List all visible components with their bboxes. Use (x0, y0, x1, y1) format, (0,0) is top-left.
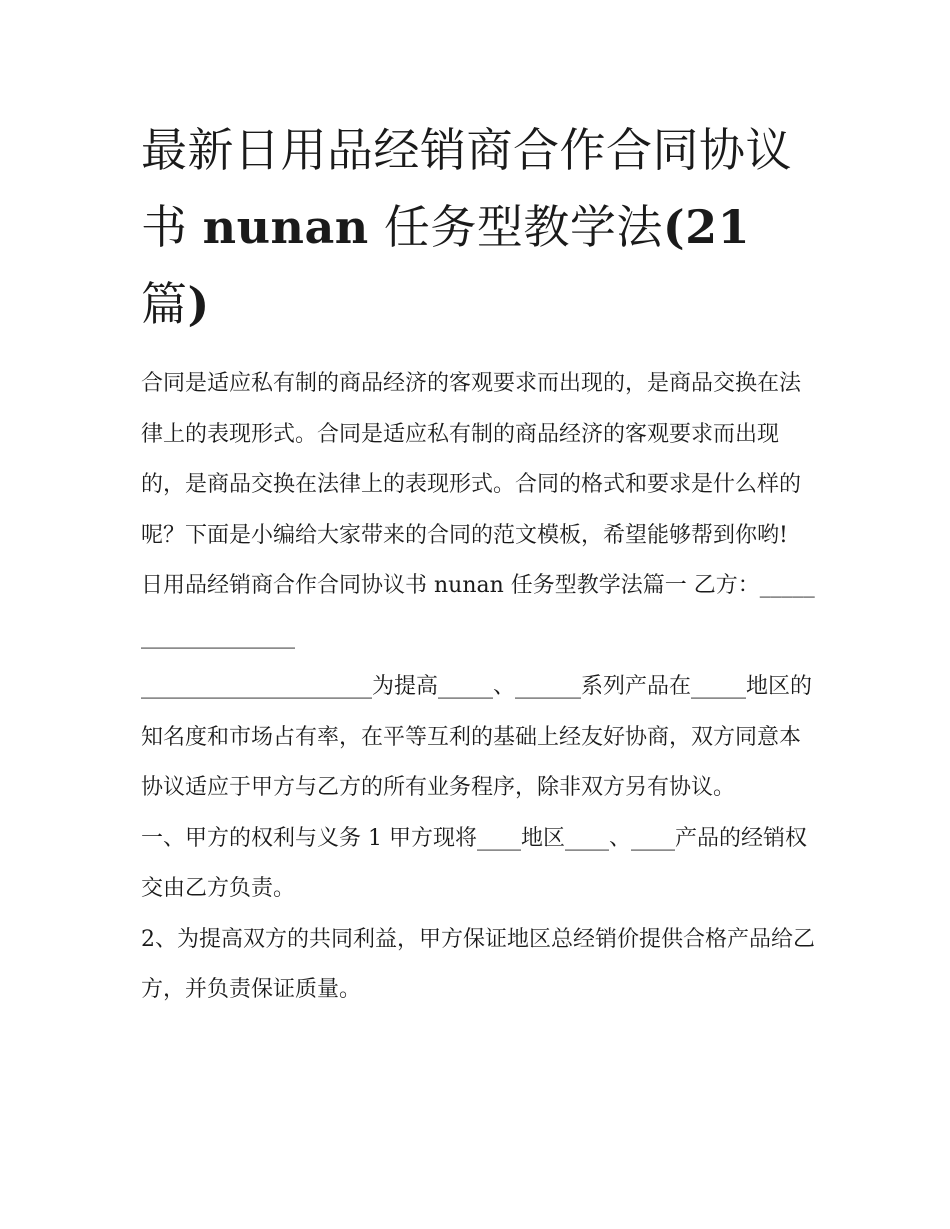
title-text-bold-2: (21 (662, 200, 751, 254)
intro-paragraph: 合同是适应私有制的商品经济的客观要求而出现的，是商品交换在法律上的表现形式。合同是适应私有制的商品经济的客观要求而出现的，是商品交换在法律上的表现形式。合同的格式和要求是什么样的呢？下面是小编给大家带来的合同的范文模板，希望能够帮到你哟! (141, 371, 802, 548)
section-heading-paragraph: 日用品经销商合作合同协议书 nunan 任务型教学法篇一 乙方：___________________ (141, 573, 815, 649)
clause-1-paragraph: 一、甲方的权利与义务 1 甲方现将____地区____、____产品的经销权交由乙方负责。 (141, 825, 807, 901)
agreement-purpose-paragraph: _____________________为提高_____、______系列产品在_____地区的知名度和市场占有率，在平等互利的基础上经友好协商，双方同意本协议适应于甲方与乙方的所有业务程序，除非双方另有协议。 (141, 674, 813, 800)
title-text-3: 篇 (141, 277, 188, 331)
document-page (141, 112, 821, 1016)
clause-2-paragraph: 2、为提高双方的共同利益，甲方保证地区总经销价提供合格产品给乙方，并负责保证质量。 (141, 926, 815, 1002)
title-text-2: 任务型教学法 (368, 200, 663, 254)
title-text-1: 最新日用品经销商合作合同协议书 (141, 123, 792, 254)
title-text-bold-3: ) (187, 277, 210, 331)
document-title (141, 112, 821, 343)
title-text-bold-1: nunan (202, 200, 369, 254)
